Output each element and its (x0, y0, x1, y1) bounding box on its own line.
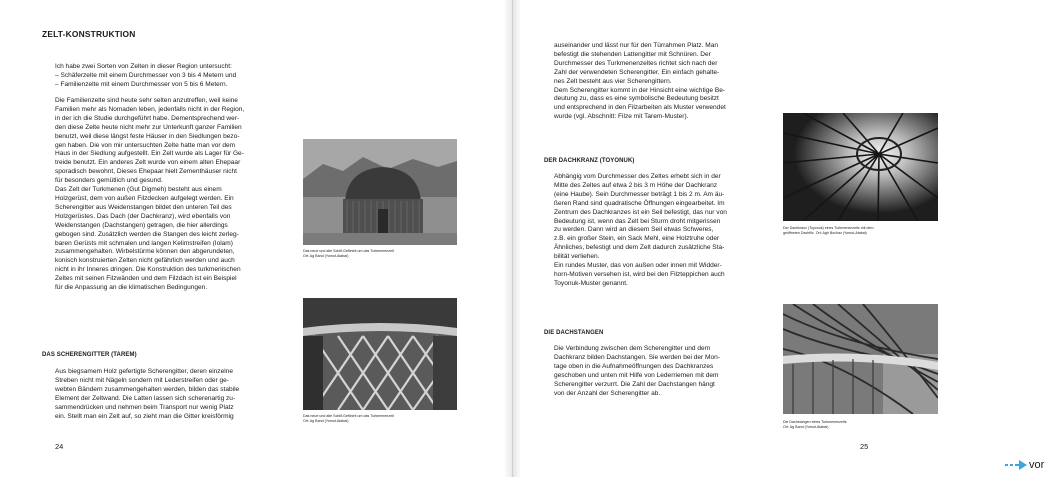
dachstangen-text (554, 345, 772, 398)
body-line: nicht in ihr Inneres dringen. Die Konstruktion des turkmenischen (55, 266, 241, 274)
intro-line: Ich habe zwei Sorten von Zelten in dieser Region untersucht: (55, 63, 232, 70)
chapter-heading: ZELT-KONSTRUKTION (42, 29, 136, 39)
body-line: Holzgerüstes. Das Dach (der Dachkranz), wird ebenfalls von (55, 212, 231, 220)
body-line: zu werden. Dann wird an diesem Seil etwas Schweres, (554, 226, 714, 234)
next-page-button[interactable] (1005, 459, 1044, 471)
body-line: Familien mehr als Nomaden leben, jedenfalls nicht in der Region, (55, 105, 245, 113)
body-line: geschoben und unten mit Hilfe von Lederriemen mit dem (554, 371, 719, 379)
intro-text (55, 63, 295, 90)
body-line: Haus in der Siedlung aufgestellt. Ein Zelt wurde als Lager für Ge- (55, 150, 244, 158)
body-line: befestigt die stehenden Lattengitter mit Schnüren. Der (554, 50, 711, 58)
body-line: ßeren Rand sind quadratische Öffnungen eingearbeitet. Im (554, 199, 725, 207)
tarem-text (55, 368, 295, 421)
body-line: Durchmesser des Turkmenenzeltes richtet sich nach der (554, 59, 718, 67)
body-line: Scherengitter aus Weidenstangen bildet den unteren Teil des (55, 203, 232, 211)
body-line: zusammengehalten. Wirbelstürme können den abgerundeten, (55, 248, 235, 256)
photo-roof-crown (783, 113, 938, 221)
photo-roof-poles (783, 304, 938, 414)
body-line: für besonders gemütlich und gesund. (55, 177, 163, 185)
right-top-text (554, 42, 772, 122)
caption-photo-1: Das neue und alte Schilf-Geflecht um das Turkmenenzelt Ort: Ag Band (Yomut-Atabai) (303, 249, 394, 258)
next-page-label: vor (1029, 459, 1045, 471)
body-line: Ähnliches, befestigt und dem Zelt dadurch zusätzliche Sta- (554, 244, 725, 252)
body-line: ein. Stellt man ein Zelt auf, so zieht man die Gitter kreisförmig (55, 412, 234, 420)
body-line: gen haben. Die von mir untersuchten Zelte hatte man vor dem (55, 141, 236, 149)
photo-lattice (303, 298, 457, 410)
body-line: baren Gerüsts mit schmalen und langen Kelimstreifen (Iolam) (55, 239, 233, 247)
body-line: auseinander und lässt nur für den Türrahmen Platz. Man (554, 42, 719, 49)
body-line: Holzgerüst, dem von außen Filzdecken aufgelegt werden. Ein (55, 194, 234, 202)
body-line: Weidenstangen (Dachstangen) getragen, die hier allerdings (55, 221, 228, 229)
body-line: deutung zu, dass es eine symbolische Bedeutung besitzt (554, 95, 719, 103)
section-heading-toyonuk: DER DACHKRANZ (TOYONUK) (544, 158, 635, 164)
body-line: Mitte des Zeltes auf etwa 2 bis 3 m Höhe der Dachkranz (554, 181, 718, 189)
body-line: z.B. ein großer Stein, ein Sack Mehl, eine Holztruhe oder (554, 235, 720, 243)
arrow-right-icon (1005, 460, 1027, 470)
body-line: sporadisch bewohnt, Dieses Ehepaar hielt Zementhäuser nicht (55, 168, 237, 176)
intro-line: – Familienzelte mit einem Durchmesser von 5 bis 6 Metern. (55, 80, 228, 88)
section-heading-dachstangen: DIE DACHSTANGEN (544, 330, 604, 336)
body-line: Die Verbindung zwischen dem Scherengitter und dem (554, 345, 711, 352)
section-heading-tarem: DAS SCHERENGITTER (TAREM) (42, 352, 137, 358)
body-line: Zahl der verwendeten Scherengitter. Ein einfach gehalte- (554, 68, 720, 76)
body-line: webten Bändern zusammengehalten werden, bilden das stabile (55, 385, 240, 393)
body-line: nes Zelt besteht aus vier Scherengittern. (554, 77, 672, 85)
body-line: Streben nicht mit Nägeln sondern mit Lederstreifen oder ge- (55, 376, 229, 384)
body-line: den diese Zelte heute nicht mehr zur Unterkunft ganzer Familien (55, 123, 242, 131)
body-line: wurde (vgl. Abschnitt: Filze mit Tarem-Muster). (554, 113, 689, 121)
body-line: und entsprechend in den Filzarbeiten als Muster verwendet (554, 104, 726, 112)
body-line: Scherengitter verzurrt. Die Zahl der Dachstangen hängt (554, 380, 715, 388)
left-page (0, 0, 505, 477)
page-number-left: 24 (55, 442, 64, 451)
toyonuk-text (554, 173, 772, 289)
body-line: Die Familienzelte sind heute sehr selten anzutreffen, weil keine (55, 97, 238, 104)
body-line: tage oben in die Aufnahmeöffnungen des Dachkranzes (554, 362, 714, 370)
body-line: bilität verliehen. (554, 253, 600, 261)
left-body-text (55, 97, 295, 293)
body-line: gebogen sind. Zusätzlich werden die Stangen des leicht zerleg- (55, 230, 239, 238)
body-line: treide benutzt. Ein anderes Zelt wurde von einem alten Ehepaar (55, 159, 241, 167)
body-line: horn-Motiven versehen ist, wird bei den Filzteppichen auch (554, 270, 725, 278)
body-line: in der ich die Studie durchgeführt habe. Dementsprechend wer- (55, 114, 240, 122)
body-line: konisch konstruierten Zelten nicht gefährlich werden und auch (55, 257, 235, 265)
body-line: Aus biegsamem Holz gefertigte Scherengitter, deren einzelne (55, 368, 233, 375)
body-line: für die Anpassung an die klimatischen Bedingungen. (55, 284, 208, 292)
gutter-divider (512, 0, 513, 477)
caption-photo-4: Die Dachstangen eines Turkmenenzelts Ort: Ag Band (Yomut-Atabai) (783, 420, 847, 429)
body-line: Abhängig vom Durchmesser des Zeltes erhebt sich in der (554, 173, 721, 180)
body-line: Zeltes mit seinen Filzwänden und dem Filzdach ist ein Beispiel (55, 275, 237, 283)
body-line: Zentrum des Dachkranzes ist ein Seil befestigt, das nur von (554, 208, 727, 216)
body-line: Dem Scherengitter kommt in der Hinsicht eine wichtige Be- (554, 86, 726, 94)
body-line: (eine Haube). Sein Durchmesser beträgt 1 bis 2 m. Am äu- (554, 190, 725, 198)
body-line: Toyonuk-Muster genannt. (554, 279, 628, 287)
body-line: Bedeutung ist, wenn das Zelt bei Sturm droht mitgerissen (554, 217, 721, 225)
intro-line: – Schäferzelte mit einem Durchmesser von 3 bis 4 Metern und (55, 71, 237, 79)
page-number-right: 25 (860, 442, 869, 451)
body-line: von der Anzahl der Scherengitter ab. (554, 389, 661, 397)
body-line: Das Zelt der Turkmenen (Gut Digmeh) besteht aus einem (55, 186, 222, 194)
body-line: sammendrücken und nehmen beim Transport nur wenig Platz (55, 403, 234, 411)
right-page (520, 0, 1053, 477)
body-line: Element der Zeltwand. Die Latten lassen sich scherenartig zu- (55, 394, 236, 402)
caption-photo-2: Das neue und alte Schilf-Geflecht um das Turkmenenzelt Ort: Ag Band (Yomut-Atabai) (303, 414, 394, 423)
body-line: benutzt, weil diese längst feste Häuser in den Siedlungen bezo- (55, 132, 240, 140)
caption-photo-3: Der Dachkranz (Toyonuk) eines Turkmenenzelts mit dem geöffneten Dachfilz. Ort: Agh Bochaz (Yomut-Atabai) (783, 226, 874, 235)
photo-yurt-exterior (303, 139, 457, 245)
body-line: Dachkranz bilden Dachstangen. Sie werden bei der Mon- (554, 353, 720, 361)
body-line: Ein rundes Muster, das von außen oder innen mit Widder- (554, 262, 722, 270)
